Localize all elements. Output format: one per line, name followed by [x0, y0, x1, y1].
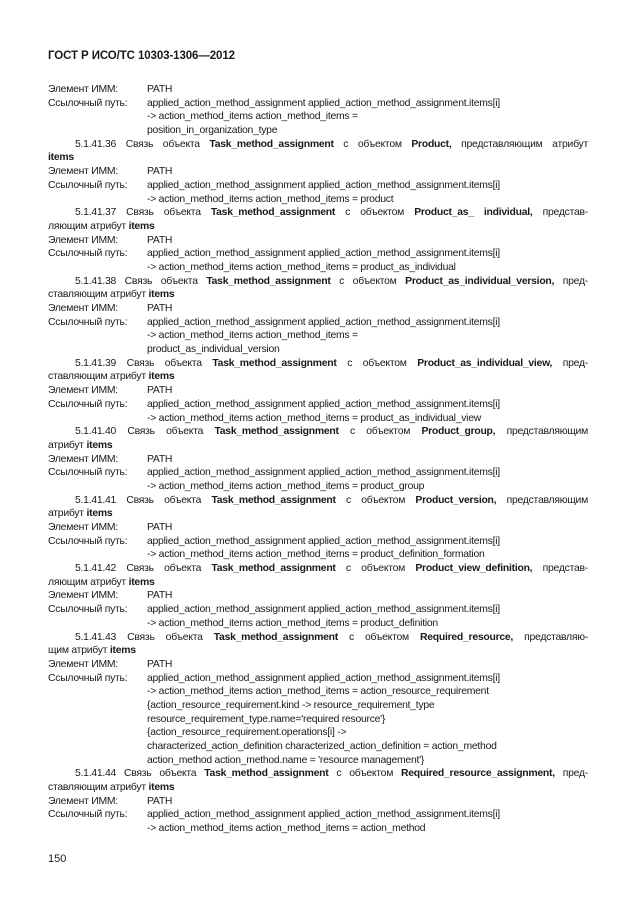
emphasis-text: items: [48, 152, 74, 164]
emphasis-text: items: [148, 782, 175, 794]
emphasis-text: Product_group,: [421, 426, 496, 438]
path-continuation: -> action_method_items action_method_items = action_method: [147, 823, 426, 835]
field-label: Ссылочный путь:: [48, 467, 128, 479]
field-label: Ссылочный путь:: [48, 316, 128, 328]
field-value: PATH: [147, 590, 173, 602]
text-segment: представляю-: [513, 631, 588, 643]
field-label: Ссылочный путь:: [48, 179, 128, 191]
page-number: 150: [48, 853, 67, 865]
field-value: applied_action_method_assignment applied_action_method_assignment.items[i]: [147, 179, 500, 191]
text-line: [48, 644, 588, 658]
field-row: [48, 521, 588, 535]
field-label: Элемент ИММ:: [48, 795, 118, 807]
emphasis-text: items: [109, 645, 136, 657]
field-label: Элемент ИММ:: [48, 522, 118, 533]
field-row: [48, 97, 588, 111]
text-segment: с объектом: [335, 494, 416, 506]
field-value: applied_action_method_assignment applied_action_method_assignment.items[i]: [147, 398, 500, 410]
emphasis-text: items: [148, 371, 175, 383]
text-segment: атрибут: [48, 508, 87, 520]
field-label: Ссылочный путь:: [48, 809, 128, 821]
field-label: Ссылочный путь:: [48, 248, 128, 260]
emphasis-text: Product_as_ individual,: [414, 207, 533, 219]
text-segment: ляющим атрибут: [48, 220, 129, 232]
text-segment: с объектом: [337, 631, 420, 643]
section-heading: [48, 138, 588, 152]
field-row: [48, 589, 588, 603]
field-row: [48, 453, 588, 467]
path-continuation: resource_requirement_type.name='required resource'}: [147, 713, 386, 725]
emphasis-text: Task_method_assignment: [211, 494, 336, 506]
field-label: Элемент ИММ:: [48, 658, 118, 670]
emphasis-text: Product_as_individual_version,: [405, 275, 555, 287]
field-value: applied_action_method_assignment applied_action_method_assignment.items[i]: [147, 672, 500, 684]
text-segment: представляющим: [496, 494, 588, 506]
text-line: [48, 781, 588, 795]
text-line: [48, 370, 588, 384]
field-row: [48, 658, 588, 672]
field-row: [48, 466, 588, 480]
field-label: Ссылочный путь:: [48, 97, 128, 109]
text-segment: представляющим атрибут: [451, 138, 588, 150]
text-segment: пред-: [554, 275, 588, 287]
path-continuation: {action_resource_requirement.operations[i] ->: [147, 727, 347, 739]
text-segment: с объектом: [335, 563, 416, 575]
emphasis-text: Task_method_assignment: [211, 563, 336, 575]
emphasis-text: items: [86, 439, 113, 451]
emphasis-text: Task_method_assignment: [213, 631, 338, 643]
field-label: Элемент ИММ:: [48, 453, 118, 465]
path-continuation: -> action_method_items action_method_items = product_as_individual: [147, 261, 456, 273]
field-value: PATH: [147, 84, 173, 95]
section-heading: [48, 206, 588, 220]
field-row: [48, 535, 588, 549]
emphasis-text: Required_resource_assignment,: [401, 768, 555, 780]
section-heading: [48, 562, 588, 576]
field-row: [48, 247, 588, 261]
field-row: [48, 795, 588, 809]
field-row: [48, 165, 588, 179]
path-continuation: -> action_method_items action_method_items = product_definition_formation: [147, 549, 485, 561]
emphasis-text: Product_as_individual_view,: [417, 357, 553, 369]
emphasis-text: Task_method_assignment: [210, 207, 336, 219]
text-segment: 5.1.41.39 Связь объекта: [75, 357, 213, 369]
emphasis-text: Task_method_assignment: [209, 138, 334, 150]
field-row: [48, 316, 588, 330]
field-label: Элемент ИММ:: [48, 84, 118, 95]
field-label: Элемент ИММ:: [48, 385, 118, 397]
text-line: [48, 288, 588, 302]
text-segment: с объектом: [333, 138, 412, 150]
text-segment: 5.1.41.42 Связь объекта: [75, 563, 212, 575]
text-segment: 5.1.41.41 Связь объекта: [75, 494, 212, 506]
emphasis-text: items: [128, 576, 155, 588]
text-segment: с объектом: [338, 426, 422, 438]
path-continuation: position_in_organization_type: [147, 125, 278, 137]
section-heading: [48, 425, 588, 439]
document-header: ГОСТ Р ИСО/ТС 10303-1306—2012: [48, 50, 235, 62]
text-segment: с объектом: [335, 207, 415, 219]
emphasis-text: Product_view_definition,: [415, 563, 533, 575]
field-row: [48, 384, 588, 398]
text-segment: щим атрибут: [48, 645, 110, 657]
text-segment: с объектом: [336, 357, 418, 369]
field-label: Ссылочный путь:: [48, 398, 128, 410]
path-continuation: characterized_action_definition characterized_action_definition = action_method: [147, 741, 497, 752]
text-segment: 5.1.41.43 Связь объекта: [75, 631, 214, 643]
text-segment: с объектом: [330, 275, 406, 287]
section-heading: [48, 631, 588, 645]
text-line: [48, 439, 588, 453]
text-line: [48, 151, 588, 165]
text-segment: ляющим атрибут: [48, 576, 129, 588]
field-value: applied_action_method_assignment applied_action_method_assignment.items[i]: [147, 535, 500, 547]
text-line: [48, 507, 588, 521]
field-row: [48, 83, 588, 97]
field-label: Элемент ИММ:: [48, 303, 118, 314]
text-segment: 5.1.41.37 Связь объекта: [75, 207, 211, 219]
section-heading: [48, 767, 588, 781]
text-segment: представляющим: [495, 426, 588, 438]
text-segment: 5.1.41.44 Связь объекта: [75, 768, 205, 780]
field-row: [48, 808, 588, 822]
field-value: PATH: [147, 453, 173, 465]
field-value: PATH: [147, 385, 173, 397]
path-continuation: -> action_method_items action_method_items = product_definition: [147, 617, 438, 629]
field-value: applied_action_method_assignment applied_action_method_assignment.items[i]: [147, 809, 500, 821]
field-value: PATH: [147, 522, 173, 533]
text-segment: пред-: [552, 357, 588, 369]
field-value: applied_action_method_assignment applied_action_method_assignment.items[i]: [147, 604, 500, 616]
text-segment: с объектом: [328, 768, 401, 780]
emphasis-text: Product_version,: [415, 494, 497, 506]
path-continuation: -> action_method_items action_method_items = action_resource_requirement: [147, 686, 489, 698]
emphasis-text: items: [128, 220, 155, 232]
path-continuation: -> action_method_items action_method_items = product_as_individual_view: [147, 412, 482, 424]
emphasis-text: items: [148, 289, 175, 301]
field-row: [48, 672, 588, 686]
section-heading: [48, 494, 588, 508]
text-segment: ставляющим атрибут: [48, 782, 149, 794]
text-segment: представ-: [532, 207, 588, 219]
field-value: PATH: [147, 303, 173, 314]
text-segment: ставляющим атрибут: [48, 289, 149, 301]
field-row: [48, 179, 588, 193]
field-label: Ссылочный путь:: [48, 535, 128, 547]
section-heading: [48, 275, 588, 289]
field-value: applied_action_method_assignment applied_action_method_assignment.items[i]: [147, 97, 500, 109]
field-row: [48, 234, 588, 248]
section-heading: [48, 357, 588, 371]
field-label: Элемент ИММ:: [48, 166, 118, 178]
field-row: [48, 398, 588, 412]
path-continuation: product_as_individual_version: [147, 344, 280, 356]
path-continuation: -> action_method_items action_method_items = product: [147, 193, 394, 205]
text-segment: ставляющим атрибут: [48, 371, 149, 383]
text-segment: 5.1.41.36 Связь объекта: [75, 138, 210, 150]
field-value: PATH: [147, 658, 173, 670]
text-segment: представ-: [532, 563, 588, 575]
path-continuation: -> action_method_items action_method_items = product_group: [147, 480, 425, 492]
emphasis-text: Task_method_assignment: [214, 426, 339, 438]
document-body: [48, 83, 588, 836]
path-continuation: {action_resource_requirement.kind -> resource_requirement_type: [147, 699, 435, 711]
text-line: [48, 220, 588, 234]
field-value: PATH: [147, 795, 173, 807]
field-label: Ссылочный путь:: [48, 604, 128, 616]
text-segment: атрибут: [48, 439, 87, 451]
text-line: [48, 576, 588, 590]
field-row: [48, 302, 588, 316]
path-continuation: action_method action_method.name = 'resource management'}: [147, 754, 425, 766]
path-continuation: -> action_method_items action_method_items =: [147, 111, 358, 123]
path-continuation: -> action_method_items action_method_items =: [147, 330, 358, 342]
emphasis-text: items: [86, 508, 113, 520]
text-segment: 5.1.41.38 Связь объекта: [75, 275, 207, 287]
emphasis-text: Task_method_assignment: [206, 275, 331, 287]
emphasis-text: Task_method_assignment: [212, 357, 337, 369]
emphasis-text: Task_method_assignment: [204, 768, 329, 780]
field-value: applied_action_method_assignment applied_action_method_assignment.items[i]: [147, 316, 500, 328]
field-row: [48, 603, 588, 617]
field-value: PATH: [147, 234, 173, 246]
emphasis-text: Product,: [411, 138, 452, 150]
field-label: Элемент ИММ:: [48, 590, 118, 602]
field-label: Ссылочный путь:: [48, 672, 128, 684]
field-value: applied_action_method_assignment applied_action_method_assignment.items[i]: [147, 467, 500, 479]
field-label: Элемент ИММ:: [48, 234, 118, 246]
text-segment: пред-: [554, 768, 588, 780]
emphasis-text: Required_resource,: [419, 631, 514, 643]
field-value: applied_action_method_assignment applied_action_method_assignment.items[i]: [147, 248, 500, 260]
field-value: PATH: [147, 166, 173, 178]
text-segment: 5.1.41.40 Связь объекта: [75, 426, 215, 438]
